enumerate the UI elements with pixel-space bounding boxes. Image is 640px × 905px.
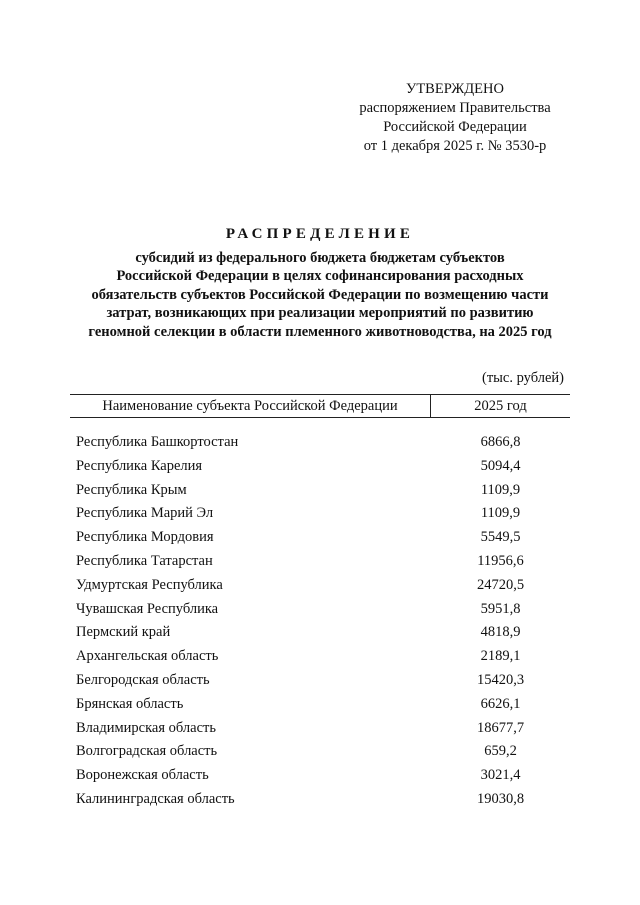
- region-name: Республика Карелия: [76, 457, 203, 474]
- subsidy-value: 6626,1: [480, 695, 521, 712]
- table-header: [70, 394, 570, 418]
- region-name: Волгоградская область: [76, 743, 218, 760]
- region-name: Чувашская Республика: [76, 600, 219, 617]
- subtitle-line: обязательств субъектов Российской Федерации по возмещению части: [91, 286, 549, 303]
- column-header-name: Наименование субъекта Российской Федерации: [70, 395, 431, 417]
- column-header-year: 2025 год: [474, 398, 527, 414]
- subsidy-value: 5951,8: [480, 600, 521, 617]
- table-row: [76, 646, 570, 670]
- region-name: Брянская область: [76, 695, 184, 712]
- table-row: [76, 694, 570, 718]
- document-title: РАСПРЕДЕЛЕНИЕ: [225, 226, 415, 242]
- subsidy-value: 19030,8: [476, 790, 525, 807]
- region-name: Калининградская область: [76, 790, 235, 807]
- region-name: Пермский край: [76, 624, 171, 641]
- region-name: Воронежская область: [76, 767, 209, 784]
- subsidy-value: 1109,9: [480, 505, 521, 522]
- subsidy-value: 5549,5: [480, 529, 521, 546]
- table-body: [76, 432, 570, 813]
- subsidy-value: 5094,4: [480, 457, 521, 474]
- subsidy-value: 3021,4: [480, 767, 521, 784]
- table-row: [76, 599, 570, 623]
- subtitle-line: субсидий из федерального бюджета бюджетам субъектов: [135, 250, 505, 266]
- table-row: [76, 456, 570, 480]
- table-row: [76, 765, 570, 789]
- subsidy-value: 18677,7: [476, 719, 525, 736]
- table-row: [76, 503, 570, 527]
- table-row: [76, 432, 570, 456]
- units-label: (тыс. рублей): [482, 370, 564, 386]
- subsidy-value: 24720,5: [476, 576, 525, 593]
- table-row: [76, 551, 570, 575]
- subsidy-value: 15420,3: [476, 671, 525, 688]
- table-row: [76, 480, 570, 504]
- table-row: [76, 741, 570, 765]
- approval-line: от 1 декабря 2025 г. № 3530-р: [363, 138, 547, 154]
- subsidy-value: 659,2: [484, 743, 517, 760]
- subtitle-line: геномной селекции в области племенного животноводства, на 2025 год: [88, 323, 552, 340]
- region-name: Архангельская область: [76, 648, 219, 665]
- document-subtitle: [60, 249, 580, 341]
- subsidy-value: 6866,8: [480, 434, 521, 450]
- subsidy-value: 4818,9: [480, 624, 521, 641]
- subtitle-line: Российской Федерации в целях софинансирования расходных: [116, 268, 524, 285]
- subtitle-line: затрат, возникающих при реализации мероприятий по развитию: [106, 305, 534, 322]
- subsidy-value: 2189,1: [480, 648, 521, 665]
- subsidy-value: 1109,9: [480, 481, 521, 498]
- approval-line: распоряжением Правительства: [359, 100, 551, 116]
- table-row: [76, 718, 570, 742]
- table-row: [76, 789, 570, 813]
- region-name: Республика Башкортостан: [76, 434, 239, 450]
- table-row: [76, 575, 570, 599]
- table-row: [76, 622, 570, 646]
- region-name: Удмуртская Республика: [76, 576, 223, 593]
- region-name: Республика Мордовия: [76, 529, 214, 546]
- table-row: [76, 670, 570, 694]
- region-name: Владимирская область: [76, 719, 216, 736]
- region-name: Республика Крым: [76, 481, 187, 498]
- region-name: Республика Марий Эл: [76, 505, 214, 522]
- approval-stamp: [330, 80, 580, 156]
- approval-line: УТВЕРЖДЕНО: [406, 81, 504, 97]
- region-name: Белгородская область: [76, 671, 210, 688]
- table-row: [76, 527, 570, 551]
- region-name: Республика Татарстан: [76, 552, 213, 569]
- approval-line: Российской Федерации: [383, 119, 527, 135]
- subsidy-value: 11956,6: [477, 552, 524, 569]
